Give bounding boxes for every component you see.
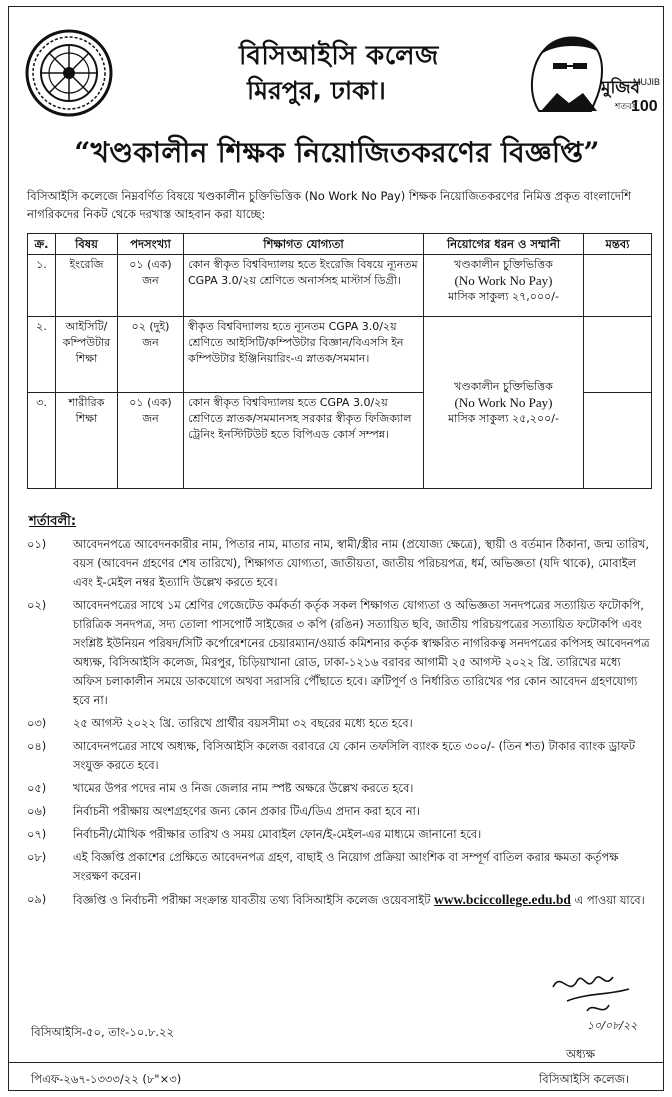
row-type-pay [424, 255, 584, 317]
header-type-pay: নিয়োগের ধরন ও সম্মানী [424, 234, 584, 255]
term-text: আবেদনপত্রে আবেদনকারীর নাম, পিতার নাম, মাতার নাম, স্বামী/স্ত্রীর নাম (প্রযোজ্য ক্ষেত্রে), স্থায়ী ও বর্তমান ঠিকানা, জন্ম তারিখ, বয়স (আবেদন গ্রহণের শেষ তারিখে), শিক্ষাগত যোগ্যতা, জাতীয়তা, জাতীয় পরিচয়পত্র, ধর্ম, অভিজ্ঞতা (যদি থাকে), মোবাইল এবং ই-মেইল নম্বর ইত্যাদি উল্লেখ করতে হবে। [73, 537, 649, 589]
row-remark [584, 317, 652, 393]
term-text: খামের উপর পদের নাম ও নিজ জেলার নাম স্পষ্ট অক্ষরে উল্লেখ করতে হবে। [73, 781, 414, 795]
footer-divider [9, 1062, 663, 1063]
list-item [27, 596, 653, 710]
merged-no-work-no-pay: (No Work No Pay) [454, 394, 553, 410]
header-remark: মন্তব্য [584, 234, 652, 255]
mujib-logo-text: মুজিব [601, 78, 640, 98]
term-number: ০৭) [27, 827, 47, 841]
header-serial: ক্র. [28, 234, 56, 255]
row-subject: শারীরিক শিক্ষা [56, 393, 118, 489]
list-item [27, 535, 653, 592]
terms-heading: শর্তাবলী: [29, 514, 77, 529]
term-text: আবেদনপত্রের সাথে অধ্যক্ষ, বিসিআইসি কলেজ বরাবরে যে কোন তফসিলি ব্যাংক হতে ৩০০/- (তিন শত) টাকার ব্যাংক ড্রাফট সংযুক্ত করতে হবে। [73, 739, 635, 772]
list-item [27, 890, 653, 910]
row-subject: আইসিটি/ কম্পিউটার শিক্ষা [56, 317, 118, 393]
term-text: বিজ্ঞপ্তি ও নির্বাচনী পরীক্ষা সংক্রান্ত যাবতীয় তথ্য বিসিআইসি কলেজ ওয়েবসাইট [73, 893, 431, 907]
row-pay: মাসিক সাকুল্য ২৭,০০০/- [448, 290, 559, 303]
mujib-centenary-logo-icon [517, 23, 660, 119]
memo-reference: বিসিআইসি-৫০, তাং-১০.৮.২২ [31, 1025, 174, 1039]
header-subject: বিষয় [56, 234, 118, 255]
term-text: এই বিজ্ঞপ্তি প্রকাশের প্রেক্ষিতে আবেদনপত্র গ্রহণ, বাছাই ও নিয়োগ প্রক্রিয়া আংশিক বা সম্পূর্ণ বাতিল করার ক্ষমতা কর্তৃপক্ষ সংরক্ষণ করেন। [73, 850, 619, 883]
term-tail: এ পাওয়া যাবে। [574, 893, 645, 907]
term-number: ০১) [27, 537, 47, 551]
merged-type-pay [424, 317, 584, 489]
term-text: নির্বাচনী পরীক্ষায় অংশগ্রহণের জন্য কোন প্রকার টিএ/ডিএ প্রদান করা হবে না। [73, 804, 420, 818]
row-posts: ০২ (দুই) জন [118, 317, 184, 393]
list-item [27, 779, 653, 798]
header-posts: পদসংখ্যা [118, 234, 184, 255]
signature-date: ১০/০৮/২২ [587, 1019, 638, 1032]
row-posts: ০১ (এক) জন [118, 393, 184, 489]
list-item [27, 848, 653, 886]
term-number: ০৩) [27, 716, 47, 730]
row-remark [584, 393, 652, 489]
table-row [28, 317, 652, 393]
notice-title: “খণ্ডকালীন শিক্ষক নিয়োজিতকরণের বিজ্ঞপ্তি” [74, 136, 600, 169]
college-seal-icon [25, 29, 113, 117]
college-location: মিরপুর, ঢাকা। [247, 76, 386, 105]
row-subject: ইংরেজি [56, 255, 118, 317]
term-number: ০৯) [27, 892, 47, 906]
mujib-logo-subtext: শতবর্ষ [615, 102, 638, 112]
term-number: ০৪) [27, 739, 47, 753]
term-number: ০৮) [27, 850, 47, 864]
row-posts: ০১ (এক) জন [118, 255, 184, 317]
table-header-row [28, 234, 652, 255]
row-qualification: কোন স্বীকৃত বিশ্ববিদ্যালয় হতে ইংরেজি বিষয়ে ন্যূনতম CGPA 3.0/২য় শ্রেণিতে অনার্সসহ মাস্টার্স ডিগ্রী। [184, 255, 424, 317]
term-number: ০৬) [27, 804, 47, 818]
term-number: ০২) [27, 598, 47, 612]
row-no-work-no-pay: (No Work No Pay) [454, 273, 553, 288]
row-serial: ২. [28, 317, 56, 393]
mujib-latin-text: MUJIB [633, 77, 660, 87]
merged-pay: মাসিক সাকুল্য ২৫,২০০/- [448, 411, 559, 425]
list-item [27, 802, 653, 821]
term-text: নির্বাচনী/মৌখিক পরীক্ষার তারিখ ও সময় মোবাইল ফোন/ই-মেইল-এর মাধ্যমে জানানো হবে। [73, 827, 482, 841]
college-name: বিসিআইসি কলেজ [239, 41, 439, 71]
principal-signature-icon [547, 967, 657, 1037]
row-remark [584, 255, 652, 317]
row-qualification: কোন স্বীকৃত বিশ্ববিদ্যালয় হতে CGPA 3.0/২য় শ্রেণিতে স্নাতক/সমমানসহ সরকার স্বীকৃত ফিজিক্যাল ট্রেনিং ইনস্টিটিউট হতে বিপিএড কোর্স সম্পন্ন। [184, 393, 424, 489]
row-serial: ১. [28, 255, 56, 317]
intro-paragraph: বিসিআইসি কলেজে নিম্নবর্ণিত বিষয়ে খণ্ডকালীন চুক্তিভিত্তিক (No Work No Pay) শিক্ষক নিয়োজিতকরণের নিমিত্ত প্রকৃত বাংলাদেশি নাগরিকদের নিকট থেকে দরখাস্ত আহবান করা যাচ্ছে: [27, 189, 632, 221]
terms-list [27, 535, 653, 914]
website-link[interactable]: www.bciccollege.edu.bd [434, 892, 571, 907]
signatory-office: বিসিআইসি কলেজ। [539, 1072, 630, 1086]
row-type: খণ্ডকালীন চুক্তিভিত্তিক [454, 258, 553, 271]
signatory-designation: অধ্যক্ষ [566, 1047, 596, 1061]
row-qualification: স্বীকৃত বিশ্ববিদ্যালয় হতে ন্যূনতম CGPA 3.0/২য় শ্রেণিতে আইসিটি/কম্পিউটার বিজ্ঞান/বিএসসি ইন কম্পিউটার ইঞ্জিনিয়ারিং-এ স্নাতক/সমমান। [184, 317, 424, 393]
list-item [27, 714, 653, 733]
vacancy-table [27, 233, 652, 489]
list-item [27, 825, 653, 844]
mujib-number-text: 100 [631, 98, 658, 115]
list-item [27, 737, 653, 775]
term-number: ০৫) [27, 781, 47, 795]
header-qualification: শিক্ষাগত যোগ্যতা [184, 234, 424, 255]
merged-type: খণ্ডকালীন চুক্তিভিত্তিক [454, 379, 553, 393]
print-reference: পিএফ-২৬৭-১৩৩৩/২২ (৮"×৩) [31, 1072, 182, 1086]
notice-page [8, 6, 664, 1091]
table-row [28, 255, 652, 317]
row-serial: ৩. [28, 393, 56, 489]
term-text: ২৫ আগস্ট ২০২২ খ্রি. তারিখে প্রার্থীর বয়সসীমা ৩২ বছরের মধ্যে হতে হবে। [73, 716, 413, 730]
term-text: আবেদনপত্রের সাথে ১ম শ্রেণির গেজেটেড কর্মকর্তা কর্তৃক সকল শিক্ষাগত যোগ্যতা ও অভিজ্ঞতা সনদপত্রের সত্যায়িত ফটোকপি, চারিত্রিক সনদপত্র, সদ্য তোলা পাসপোর্ট সাইজের ৩ কপি (রঙিন) সত্যায়িত ছবি, জাতীয় পরিচয়পত্রের সত্যায়িত ফটোকপি এবং সংশ্লিষ্ট ইউনিয়ন পরিষদ/সিটি কর্পোরেশনের চেয়ারম্যান/ওয়ার্ড কমিশনার কর্তৃক স্বাক্ষরিত নাগরিকত্ব সনদপত্রের কপিসহ আবেদনপত্র অধ্যক্ষ, বিসিআইসি কলেজ, মিরপুর, চিড়িয়াখানা রোড, ঢাকা-১২১৬ বরাবর আগামী ২৫ আগস্ট ২০২২ খ্রি. তারিখের মধ্যে অফিস চলাকালীন সময়ে ডাকযোগে অথবা সরাসরি পৌঁছাতে হবে। ত্রুটিপূর্ণ ও নির্ধারিত তারিখের পর কোন আবেদন গ্রহণযোগ্য হবে না। [73, 598, 650, 707]
